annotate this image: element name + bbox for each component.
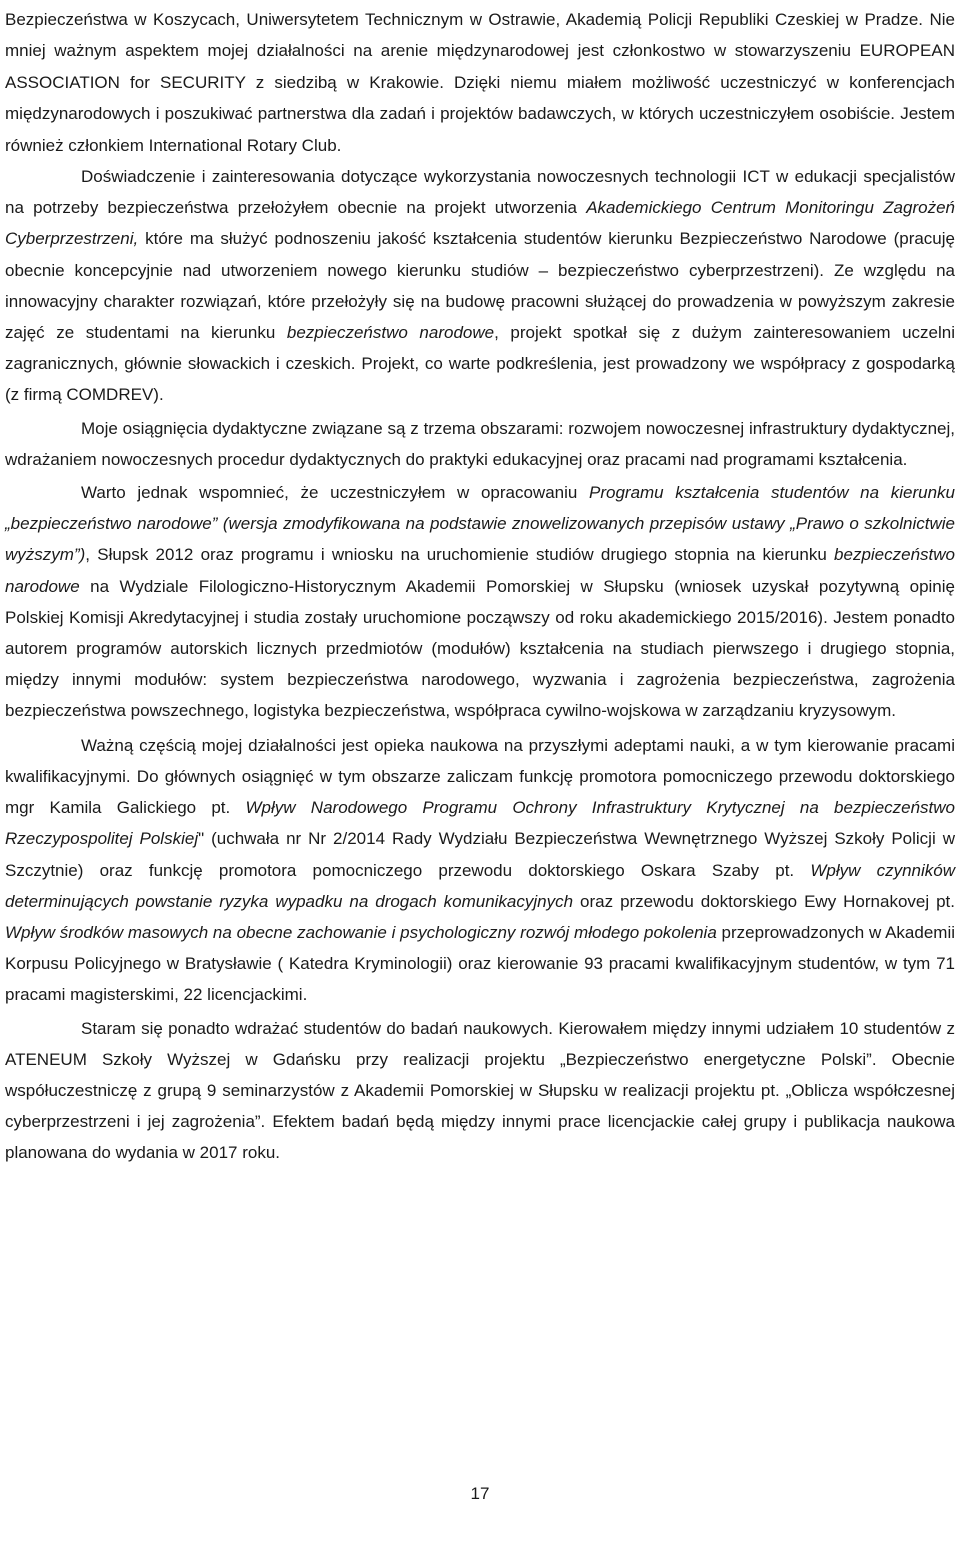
text-run: przeprowadzonych w Akademii Korpusu Policyjnego w Bratysławie ( Katedra Kryminologii) oraz kierowanie 93 pracami kwalifikacyjnym studentów, w tym 71 pracami magisterskimi, 22 licencjackimi. [5, 922, 955, 1005]
text-run: oraz przewodu doktorskiego Ewy Hornakovej pt. [573, 891, 955, 911]
text-run: Staram się ponadto wdrażać studentów do badań naukowych. Kierowałem między innymi udziałem 10 studentów z ATENEUM Szkoły Wyższej w Gdańsku przy realizacji projektu „Bezpieczeństwo energetyczne Polski”. Obecnie współuczestniczę z grupą 9 seminarzystów z Akademii Pomorskiej w Słupsku w realizacji projektu pt. „Oblicza współczesnej cyberprzestrzeni i jej zagrożenia”. Efektem badań będą między innymi prace licencjackie całej grupy i publikacja naukowa planowana do wydania w 2017 roku. [5, 1018, 955, 1163]
italic-title: bezpieczeństwo narodowe [286, 323, 495, 343]
page-number: 17 [470, 1484, 490, 1503]
text-run: Ważną częścią mojej działalności jest opieka naukowa na przyszłymi adeptami nauki, a w tym kierowanie pracami kwalifikacyjnymi. Do głównych osiągnięć w tym obszarze zaliczam funkcję promotora pomocniczego przewodu doktorskiego mgr Kamila Galickiego pt. [5, 735, 955, 818]
text-run: które ma służyć podnoszeniu jakość kształcenia studentów kierunku Bezpieczeństwo Narodowe (pracuję obecnie koncepcyjnie nad utworzeniem nowego kierunku studiów – bezpieczeństwo cyberprzestrzeni). Ze względu na innowacyjny charakter rozwiązań, które przełożyły się na budowę pracowni służącej do prowadzenia w powyższym zakresie zajęć ze studentami na kierunku [5, 229, 955, 343]
paragraph-scientific-supervision [5, 730, 955, 1011]
text-run: Moje osiągnięcia dydaktyczne związane są z trzema obszarami: rozwojem nowoczesnej infrastruktury dydaktycznej, wdrażaniem nowoczesnych procedur dydaktycznych do praktyki edukacyjnej oraz pracami nad programami kształcenia. [5, 418, 955, 469]
text-run: , projekt spotkał się z dużym zainteresowaniem uczelni zagranicznych, głównie słowackich i czeskich. Projekt, co warte podkreślenia, jest prowadzony we współpracy z gospodarką (z firmą COMDREV). [5, 323, 955, 405]
italic-title: Wpływ czynników determinujących powstanie ryzyka wypadku na drogach komunikacyjnych [5, 860, 955, 911]
text-run: Doświadczenie i zainteresowania dotyczące wykorzystania nowoczesnych technologii ICT w edukacji specjalistów na potrzeby bezpieczeństwa przełożyłem obecnie na projekt utworzenia [5, 167, 955, 218]
paragraph-cyberspace-center [5, 161, 955, 411]
text-run: Bezpieczeństwa w Koszycach, Uniwersytetem Technicznym w Ostrawie, Akademią Policji Republiki Czeskiej w Pradze. Nie mniej ważnym aspektem mojej działalności na arenie międzynarodowej jest członkostwo w stowarzyszeniu EUROPEAN ASSOCIATION for SECURITY z siedzibą w Krakowie. Dzięki niemu miałem możliwość uczestniczyć w konferencjach międzynarodowych i poszukiwać partnerstwa dla zadań i projektów badawczych, w których uczestniczyłem osobiście. Jestem również członkiem International Rotary Club. [5, 10, 955, 155]
paragraph-student-research [5, 1013, 955, 1169]
italic-title: Wpływ środków masowych na obecne zachowanie i psychologiczny rozwój młodego pokolenia [5, 922, 717, 942]
italic-title: Wpływ Narodowego Programu Ochrony Infrastruktury Krytycznej na bezpieczeństwo Rzeczypospolitej Polskiej [5, 798, 956, 849]
italic-title: bezpieczeństwo narodowe [5, 545, 955, 596]
paragraph-study-programs [5, 477, 955, 727]
text-run: , Słupsk 2012 oraz programu i wniosku na uruchomienie studiów drugiego stopnia na kierunku [85, 545, 835, 565]
italic-title: Programu kształcenia studentów na kierunku „bezpieczeństwo narodowe” (wersja zmodyfikowana na podstawie znowelizowanych przepisów ustawy „Prawo o szkolnictwie wyższym”) [5, 483, 955, 565]
text-run: " (uchwała nr Nr 2/2014 Rady Wydziału Bezpieczeństwa Wewnętrznego Wyższej Szkoły Policji w Szczytnie) oraz funkcję promotora pomocniczego przewodu doktorskiego Oskara Szaby pt. [5, 829, 955, 880]
paragraph-didactic-achievements [5, 413, 955, 475]
text-run: na Wydziale Filologiczno-Historycznym Akademii Pomorskiej w Słupsku (wniosek uzyskał pozytywną opinię Polskiej Komisji Akredytacyjnej i studia zostały uruchomione począwszy od roku akademickiego 2015/2016). Jestem ponadto autorem programów autorskich licznych przedmiotów (modułów) kształcenia na studiach pierwszego i drugiego stopnia, między innymi modułów: system bezpieczeństwa narodowego, wyzwania i zagrożenia bezpieczeństwa, zagrożenia bezpieczeństwa powszechnego, logistyka bezpieczeństwa, współpraca cywilno-wojskowa w zarządzaniu kryzysowym. [5, 576, 955, 721]
italic-title: Akademickiego Centrum Monitoringu Zagrożeń Cyberprzestrzeni, [5, 198, 955, 249]
text-run: Warto jednak wspomnieć, że uczestniczyłem w opracowaniu [81, 483, 589, 503]
paragraph-international-cooperation [5, 4, 955, 161]
